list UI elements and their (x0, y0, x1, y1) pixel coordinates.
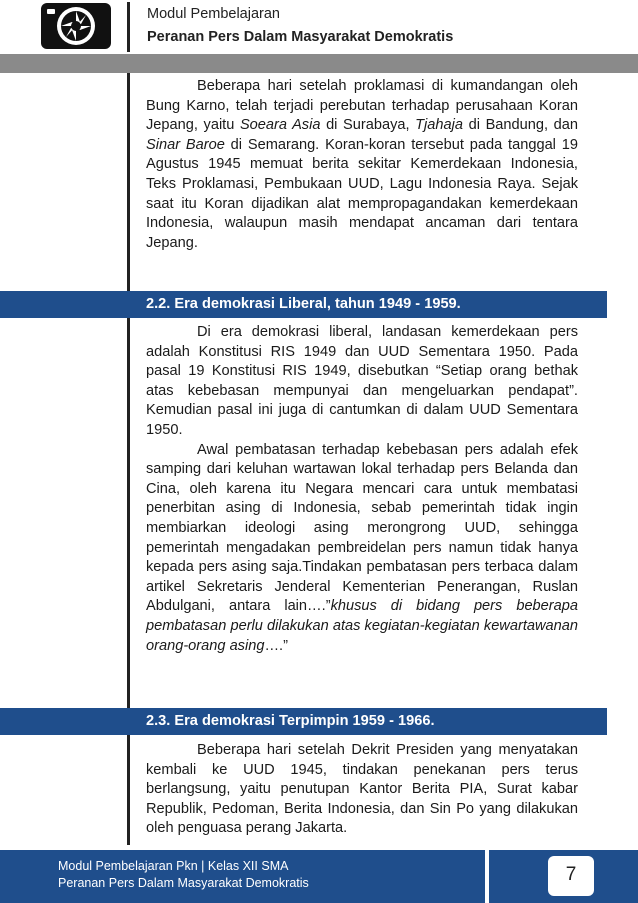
page-number-box (548, 856, 594, 896)
paragraph: Di era demokrasi liberal, landasan kemerdekaan pers adalah Konstitusi RIS 1949 dan UUD Sementara 1950. Pada pasal 19 Konstitusi RIS 1949, disebutkan “Setiap orang bethak atas kebebasan mempunyai dan mengeluarkan pendapat”. Kemudian pasal ini juga di cantumkan di dalam UUD Sementara 1950. (146, 324, 578, 438)
page-footer (0, 850, 638, 903)
intro-paragraph (146, 77, 578, 253)
header-title-line1: Modul Pembelajaran (147, 6, 280, 22)
paragraph: Beberapa hari setelah Dekrit Presiden yang menyatakan kembali ke UUD 1945, tindakan penekanan pers terus berlangsung, yaitu penutupan Kantor Berita PIA, Surat kabar Republik, Pedoman, Berita Indonesia, dan Sin Po yang dilakukan oleh penguasa perang Jakarta. (146, 742, 578, 837)
footer-divider (485, 850, 489, 903)
section-heading-label: 2.3. Era demokrasi Terpimpin 1959 - 1966. (146, 713, 435, 729)
paragraph: Awal pembatasan terhadap kebebasan pers adalah efek samping dari keluhan wartawan lokal terhadap pers Belanda dan Cina, oleh karena itu Negara mencari cara untuk membatasi penerbitan asing di Indonesia, sebab pemerintah tidak ingin membiarkan ideologi asing merongrong UUD, sehingga pemerintah mengadakan pembreidelan pers namun tidak hanya kepada pers asing saja.Tindakan pembatasan pers terbaca dalam artikel Sekretaris Jenderal Kementerian Penerangan, Ruslan Abdulgani, antara lain….”khusus di bidang pers beberapa pembatasan perlu dilakukan atas kegiatan-kegiatan kewartawanan orang-orang asing….” (146, 441, 578, 654)
footer-line1: Modul Pembelajaran Pkn | Kelas XII SMA (58, 859, 289, 873)
page-header (0, 0, 638, 56)
section-2-2-body (146, 323, 578, 656)
page-number: 7 (565, 864, 577, 885)
header-title-line2: Peranan Pers Dalam Masyarakat Demokratis (147, 29, 454, 45)
paragraph: Beberapa hari setelah proklamasi di kumandangan oleh Bung Karno, telah terjadi perebutan terhadap perusahaan Koran Jepang, yaitu Soeara Asia di Surabaya, Tjahaja di Bandung, dan Sinar Baroe di Semarang. Koran-koran tersebut pada tanggal 19 Agustus 1945 memuat berita sekitar Kemerdekaan Indonesia, Teks Proklamasi, Pembukaan UUD, Lagu Indonesia Raya. Sejak saat itu Koran dijadikan alat mempropagandakan kemerdekaan Indonesia, walaupun masih mendapat ancaman dari tentara Jepang. (146, 78, 578, 251)
header-rule (0, 54, 638, 73)
footer-line2: Peranan Pers Dalam Masyarakat Demokratis (58, 876, 309, 890)
section-heading-2-2 (0, 291, 607, 318)
section-heading-2-3 (0, 708, 607, 735)
camera-aperture-icon (41, 3, 111, 49)
section-2-3-body (146, 741, 578, 839)
section-heading-label: 2.2. Era demokrasi Liberal, tahun 1949 - 1959. (146, 296, 461, 312)
header-divider (127, 2, 130, 52)
